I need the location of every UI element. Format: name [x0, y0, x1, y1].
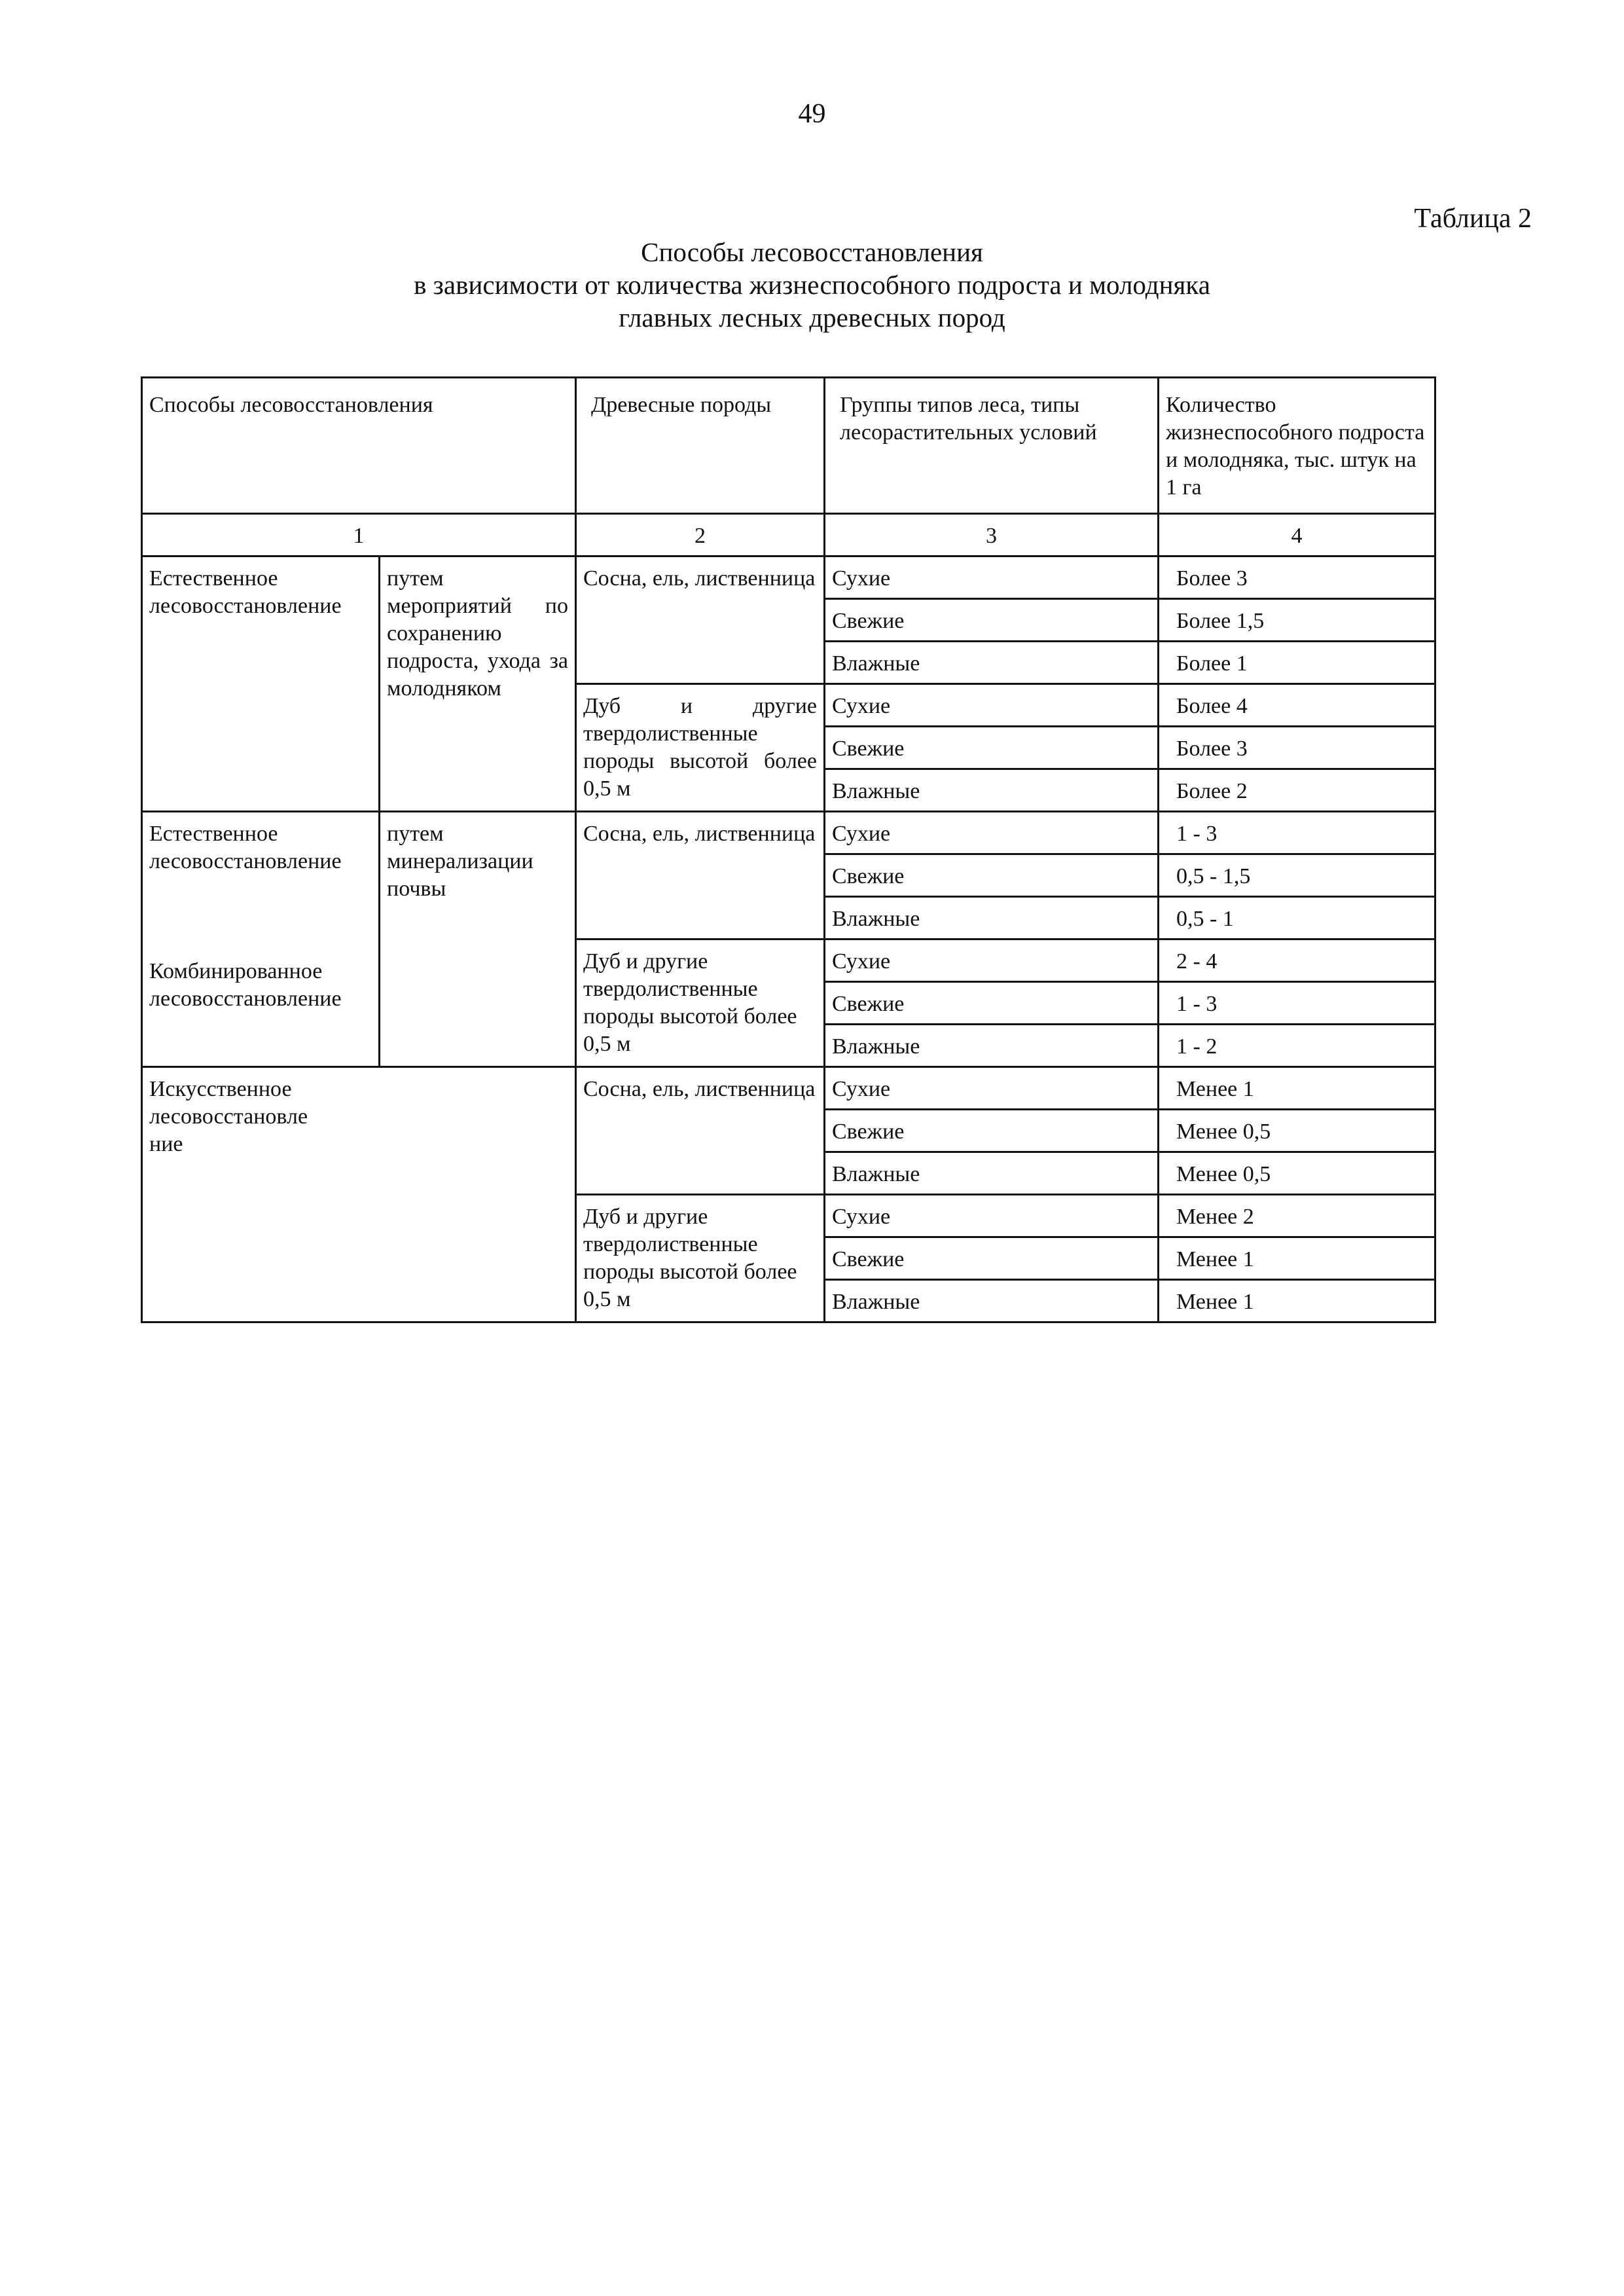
condition-cell: Сухие	[825, 556, 1159, 599]
species-cell: Сосна, ель, лиственница	[576, 556, 825, 684]
condition-cell: Влажные	[825, 1152, 1159, 1195]
condition-cell: Свежие	[825, 854, 1159, 897]
value-cell: Более 3	[1159, 727, 1435, 769]
species-cell: Дуб и другие твердолиственные породы высотой более 0,5 м	[576, 684, 825, 812]
value-cell: 0,5 - 1	[1159, 897, 1435, 939]
table-title	[0, 236, 1624, 334]
condition-cell: Сухие	[825, 1067, 1159, 1110]
condition-cell: Сухие	[825, 939, 1159, 982]
reforestation-table	[141, 376, 1436, 1323]
condition-cell: Сухие	[825, 1195, 1159, 1237]
table-row	[142, 1067, 1435, 1110]
table-label: Таблица 2	[1414, 204, 1532, 234]
species-cell: Дуб и другие твердолиственные породы высотой более 0,5 м	[576, 1195, 825, 1322]
value-cell: 1 - 2	[1159, 1025, 1435, 1067]
condition-cell: Влажные	[825, 1280, 1159, 1322]
page-number: 49	[798, 99, 826, 129]
condition-cell: Сухие	[825, 812, 1159, 854]
value-cell: Более 3	[1159, 556, 1435, 599]
value-cell: 1 - 3	[1159, 982, 1435, 1025]
header-species: Древесные породы	[576, 378, 825, 514]
header-methods: Способы лесовосстановления	[142, 378, 576, 514]
sub-method-cell: путем мероприятий по сохранению подроста, ухода за молодняком	[380, 556, 576, 812]
value-cell: Более 1,5	[1159, 599, 1435, 642]
species-cell: Сосна, ель, лиственница	[576, 1067, 825, 1195]
condition-cell: Влажные	[825, 897, 1159, 939]
header-row	[142, 378, 1435, 514]
condition-cell: Свежие	[825, 982, 1159, 1025]
species-cell: Сосна, ель, лиственница	[576, 812, 825, 939]
title-line-2: в зависимости от количества жизнеспособного подроста и молодняка	[414, 270, 1210, 300]
method-cell: Естественное лесовосстановление	[142, 556, 380, 812]
condition-cell: Сухие	[825, 684, 1159, 727]
condition-cell: Свежие	[825, 727, 1159, 769]
value-cell: Менее 2	[1159, 1195, 1435, 1237]
species-cell: Дуб и другие твердолиственные породы высотой более 0,5 м	[576, 939, 825, 1067]
value-cell: 2 - 4	[1159, 939, 1435, 982]
method-natural: Естественное лесовосстановление	[149, 822, 342, 873]
value-cell: Менее 1	[1159, 1237, 1435, 1280]
value-cell: Менее 0,5	[1159, 1110, 1435, 1152]
title-line-1: Способы лесовосстановления	[641, 237, 983, 267]
header-forest-types: Группы типов леса, типы лесорастительных условий	[825, 378, 1159, 514]
title-line-3: главных лесных древесных пород	[619, 302, 1005, 333]
column-number: 4	[1159, 514, 1435, 556]
value-cell: Более 1	[1159, 642, 1435, 684]
condition-cell: Влажные	[825, 642, 1159, 684]
table-row	[142, 556, 1435, 599]
value-cell: 0,5 - 1,5	[1159, 854, 1435, 897]
condition-cell: Свежие	[825, 1110, 1159, 1152]
method-cell	[142, 812, 380, 1067]
method-combined: Комбинированное лесовосстановление	[149, 959, 342, 1011]
value-cell: Более 2	[1159, 769, 1435, 812]
value-cell: Более 4	[1159, 684, 1435, 727]
column-number: 2	[576, 514, 825, 556]
value-cell: Менее 1	[1159, 1067, 1435, 1110]
column-number: 1	[142, 514, 576, 556]
condition-cell: Свежие	[825, 1237, 1159, 1280]
header-quantity: Количество жизнеспособного подроста и молодняка, тыс. штук на 1 га	[1159, 378, 1435, 514]
column-number: 3	[825, 514, 1159, 556]
value-cell: Менее 0,5	[1159, 1152, 1435, 1195]
value-cell: Менее 1	[1159, 1280, 1435, 1322]
condition-cell: Влажные	[825, 769, 1159, 812]
value-cell: 1 - 3	[1159, 812, 1435, 854]
condition-cell: Влажные	[825, 1025, 1159, 1067]
column-number-row	[142, 514, 1435, 556]
table-row	[142, 812, 1435, 854]
method-cell: Искусственное лесовосстановление	[142, 1067, 576, 1322]
sub-method-cell: путем минерализации почвы	[380, 812, 576, 1067]
condition-cell: Свежие	[825, 599, 1159, 642]
